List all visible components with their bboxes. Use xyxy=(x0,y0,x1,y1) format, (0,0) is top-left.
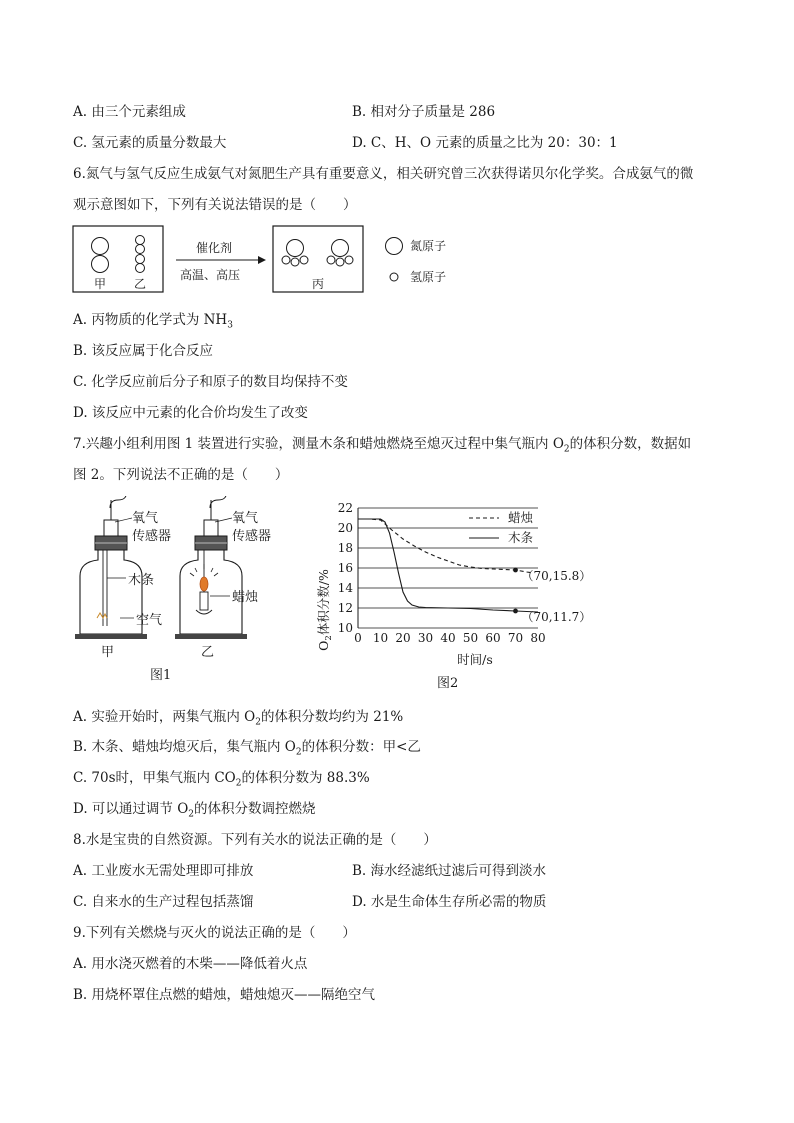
x-tick-label: 30 xyxy=(417,631,434,645)
y-tick-label: 10 xyxy=(337,621,353,635)
q5-option-b: B. 相对分子质量是 286 xyxy=(352,104,496,120)
fig1-label-o2-sensor-1b: 传感器 xyxy=(132,529,172,544)
legend-wood: 木条 xyxy=(508,530,534,545)
y-tick-label: 22 xyxy=(337,501,353,515)
q7-option-c: C. 70s时，甲集气瓶内 $CO_2$的体积分数为 88.3% xyxy=(73,770,370,789)
fig1-label-air: 空气 xyxy=(136,613,163,628)
q8-option-b: B. 海水经滤纸过滤后可得到淡水 xyxy=(352,863,547,879)
q6-stem-line1: 6.氮气与氢气反应生成氨气对氮肥生产具有重要意义，相关研究曾三次获得诺贝尔化学奖。合成氨气的微 xyxy=(73,166,694,182)
condition-label: 高温、高压 xyxy=(180,268,241,282)
q8-stem: 8.水是宝贵的自然资源。下列有关水的说法正确的是（ ） xyxy=(73,832,437,848)
catalyst-label: 催化剂 xyxy=(196,241,233,255)
x-tick-label: 50 xyxy=(462,631,479,645)
label-bing: 丙 xyxy=(312,277,325,291)
x-axis-label: 时间/s xyxy=(457,652,493,667)
q9-stem: 9.下列有关燃烧与灭火的说法正确的是（ ） xyxy=(73,925,356,941)
x-tick-label: 70 xyxy=(507,631,524,645)
q6-stem-line2: 观示意图如下，下列有关说法错误的是（ ） xyxy=(73,197,357,213)
y-tick-label: 18 xyxy=(337,541,353,555)
y-axis-label: $O_2$体积分数/% xyxy=(316,569,334,651)
label-yi: 乙 xyxy=(134,277,147,291)
fig1-label-o2-sensor-2b: 传感器 xyxy=(232,529,272,544)
legend-nitrogen: 氮原子 xyxy=(410,239,447,253)
q6-option-d: D. 该反应中元素的化合价均发生了改变 xyxy=(73,405,308,421)
q5-option-d: D. C、H、O 元素的质量之比为 20：30：1 xyxy=(352,135,618,151)
label-jia: 甲 xyxy=(94,277,107,291)
legend-hydrogen: 氢原子 xyxy=(410,270,447,284)
x-tick-label: 10 xyxy=(372,631,389,645)
q6-option-a: A. 丙物质的化学式为 $NH_3$ xyxy=(73,312,233,331)
x-tick-label: 20 xyxy=(395,631,411,645)
y-tick-label: 14 xyxy=(337,581,353,595)
q6-option-b: B. 该反应属于化合反应 xyxy=(73,343,214,359)
q7-option-b: B. 木条、蜡烛均熄灭后，集气瓶内 $O_2$的体积分数：甲<乙 xyxy=(73,739,421,758)
q8-option-a: A. 工业废水无需处理即可排放 xyxy=(73,863,254,879)
q9-option-a: A. 用水浇灭燃着的木柴——降低着火点 xyxy=(73,956,308,972)
annotation-point xyxy=(513,609,518,614)
y-tick-label: 16 xyxy=(337,561,353,575)
x-tick-label: 40 xyxy=(440,631,456,645)
fig1-label-o2-sensor-2a: 氧气 xyxy=(232,511,259,526)
annotation-point xyxy=(513,568,518,573)
q6-reaction-diagram xyxy=(70,222,490,298)
figure-1-apparatus xyxy=(70,496,300,686)
figure-2-chart xyxy=(305,498,625,693)
q7-stem-line2: 图 2。下列说法不正确的是（ ） xyxy=(73,467,289,483)
q7-option-d: D. 可以通过调节 $O_2$的体积分数调控燃烧 xyxy=(73,801,316,820)
nitrogen-atom-icon xyxy=(386,238,403,255)
q7-stem-line1: 7.兴趣小组利用图 1 装置进行实验，测量木条和蜡烛燃烧至熄灭过程中集气瓶内 $O_2$的体积分数，数据如 xyxy=(73,436,692,455)
q5-option-c: C. 氢元素的质量分数最大 xyxy=(73,135,227,151)
q5-option-a: A. 由三个元素组成 xyxy=(73,104,186,120)
q7-option-a: A. 实验开始时，两集气瓶内 $O_2$的体积分数均约为 21% xyxy=(73,709,404,728)
y-tick-label: 20 xyxy=(337,521,353,535)
fig1-label-o2-sensor-1a: 氧气 xyxy=(132,511,159,526)
q8-option-d: D. 水是生命体生存所必需的物质 xyxy=(352,894,547,910)
legend-candle: 蜡烛 xyxy=(508,510,534,525)
fig1-label-jia: 甲 xyxy=(101,645,115,660)
q8-option-c: C. 自来水的生产过程包括蒸馏 xyxy=(73,894,254,910)
x-tick-label: 60 xyxy=(485,631,501,645)
fig2-caption: 图2 xyxy=(437,676,459,691)
q6-option-c: C. 化学反应前后分子和原子的数目均保持不变 xyxy=(73,374,348,390)
fig1-label-yi: 乙 xyxy=(201,645,215,660)
x-tick-label: 0 xyxy=(354,631,362,645)
fig1-caption: 图1 xyxy=(150,668,172,683)
fig1-label-wood: 木条 xyxy=(128,573,155,588)
q9-option-b: B. 用烧杯罩住点燃的蜡烛，蜡烛熄灭——隔绝空气 xyxy=(73,987,376,1003)
fig1-label-candle: 蜡烛 xyxy=(232,590,259,605)
hydrogen-atom-icon xyxy=(390,273,398,281)
y-tick-label: 12 xyxy=(337,601,353,615)
x-tick-label: 80 xyxy=(530,631,546,645)
annotation-label: （70,15.8） xyxy=(521,569,592,583)
annotation-label: （70,11.7） xyxy=(521,610,592,624)
series-line-candle xyxy=(358,519,534,573)
